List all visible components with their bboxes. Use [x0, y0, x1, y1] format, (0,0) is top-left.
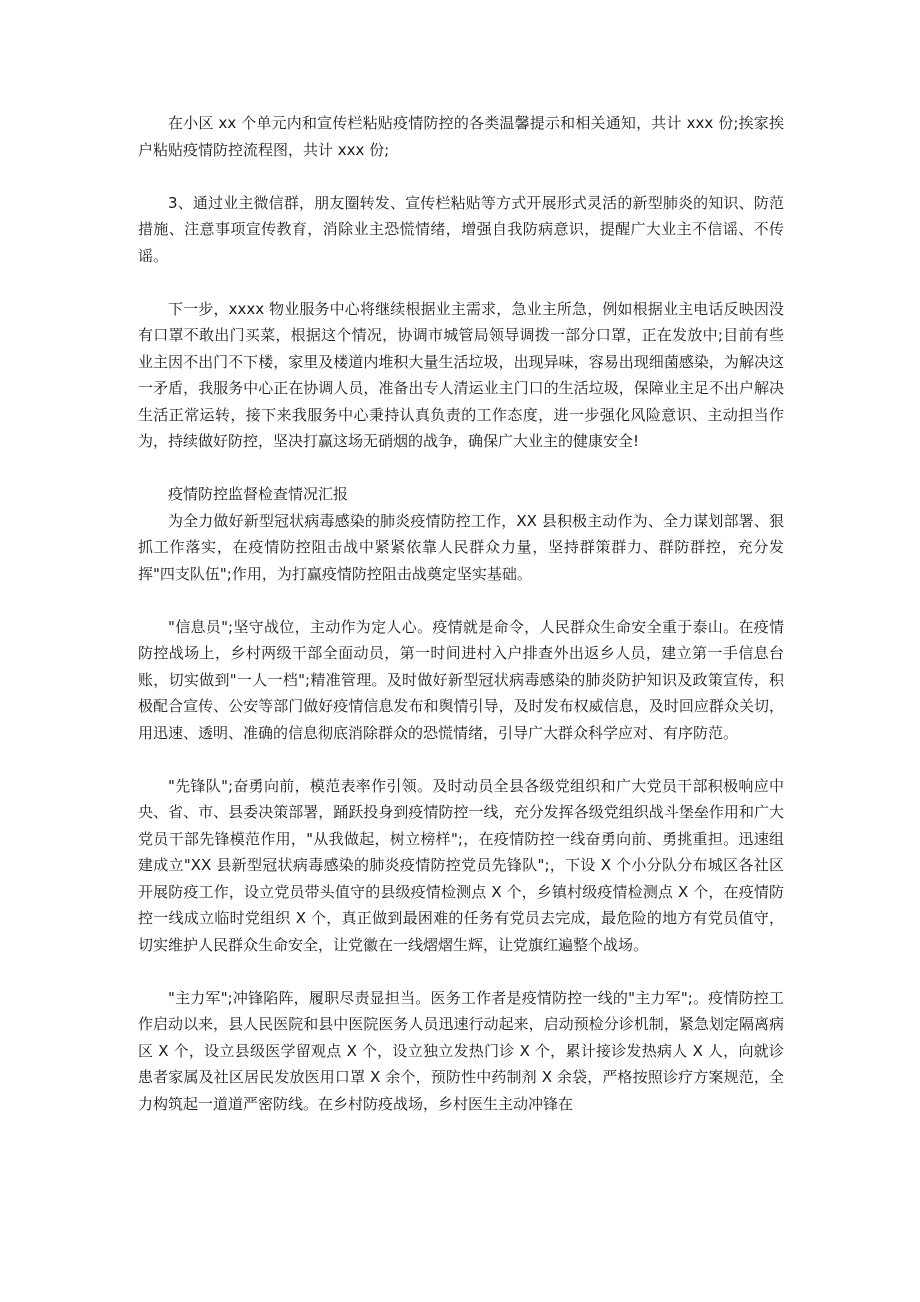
paragraph-vanguard: "先锋队";奋勇向前，模范表率作引领。及时动员全县各级党组织和广大党员干部积极响应中央、省、市、县委决策部署，踊跃投身到疫情防控一线，充分发挥各级党组织战斗堡垒作用和广大党员干部先锋模范作用，"从我做起，树立榜样";，在疫情防控一线奋勇向前、勇挑重担。迅速组建成立"XX 县新型冠状病毒感染的肺炎疫情防控党员先锋队";，下设 X 个小分队分布城区各社区开展防疫工作，设立党员带头值守的县级疫情检测点 X 个，乡镇村级疫情检测点 X 个，在疫情防控一线成立临时党组织 X 个，真正做到最困难的任务有党员去完成，最危险的地方有党员值守，切实维护人民群众生命安全，让党徽在一线熠熠生辉，让党旗红遍整个战场。	[138, 776, 784, 954]
paragraph-item-3: 3、通过业主微信群，朋友圈转发、宣传栏粘贴等方式开展形式灵活的新型肺炎的知识、防范措施、注意事项宣传教育，消除业主恐慌情绪，增强自我防病意识，提醒广大业主不信谣、不传谣。	[138, 193, 784, 265]
paragraph-main-force: "主力军";冲锋陷阵，履职尽责显担当。医务工作者是疫情防控一线的"主力军";。疫情防控工作启动以来，县人民医院和县中医院医务人员迅速行动起来，启动预检分诊机制，紧急划定隔离病区 X 个，设立县级医学留观点 X 个，设立独立发热门诊 X 个，累计接诊发热病人 X 人，向就诊患者家属及社区居民发放医用口罩 X 余个，预防性中药制剂 X 余袋，严格按照诊疗方案规范，全力构筑起一道道严密防线。在乡村防疫战场，乡村医生主动冲锋在	[138, 988, 784, 1113]
paragraph-information-officer: "信息员";坚守战位，主动作为定人心。疫情就是命令，人民群众生命安全重于泰山。在疫情防控战场上，乡村两级干部全面动员，第一时间进村入户排查外出返乡人员，建立第一手信息台账，切实做到"一人一档";精准管理。及时做好新型冠状病毒感染的肺炎防护知识及政策宣传，积极配合宣传、公安等部门做好疫情信息发布和舆情引导，及时发布权威信息，及时回应群众关切，用迅速、透明、准确的信息彻底消除群众的恐慌情绪，引导广大群众科学应对、有序防范。	[138, 617, 784, 742]
paragraph-notices: 在小区 xx 个单元内和宣传栏粘贴疫情防控的各类温馨提示和相关通知，共计 xxx 份;挨家挨户粘贴疫情防控流程图，共计 xxx 份;	[138, 114, 784, 159]
paragraph-intro: 为全力做好新型冠状病毒感染的肺炎疫情防控工作，XX 县积极主动作为、全力谋划部署、狠抓工作落实，在疫情防控阻击战中紧紧依靠人民群众力量，坚持群策群力、群防群控，充分发挥"四支队伍";作用，为打赢疫情防控阻击战奠定坚实基础。	[138, 511, 784, 583]
section-title: 疫情防控监督检查情况汇报	[168, 485, 349, 503]
document-body	[138, 110, 784, 1144]
paragraph-next-steps: 下一步，xxxx 物业服务中心将继续根据业主需求，急业主所急，例如根据业主电话反映因没有口罩不敢出门买菜，根据这个情况，协调市城管局领导调拨一部分口罩，正在发放中;目前有些业主因不出门不下楼，家里及楼道内堆积大量生活垃圾，出现异味，容易出现细菌感染，为解决这一矛盾，我服务中心正在协调人员，准备出专人清运业主门口的生活垃圾，保障业主足不出户解决生活正常运转，接下来我服务中心秉持认真负责的工作态度，进一步强化风险意识、主动担当作为，持续做好防控，坚决打赢这场无硝烟的战争，确保广大业主的健康安全!	[138, 299, 784, 450]
